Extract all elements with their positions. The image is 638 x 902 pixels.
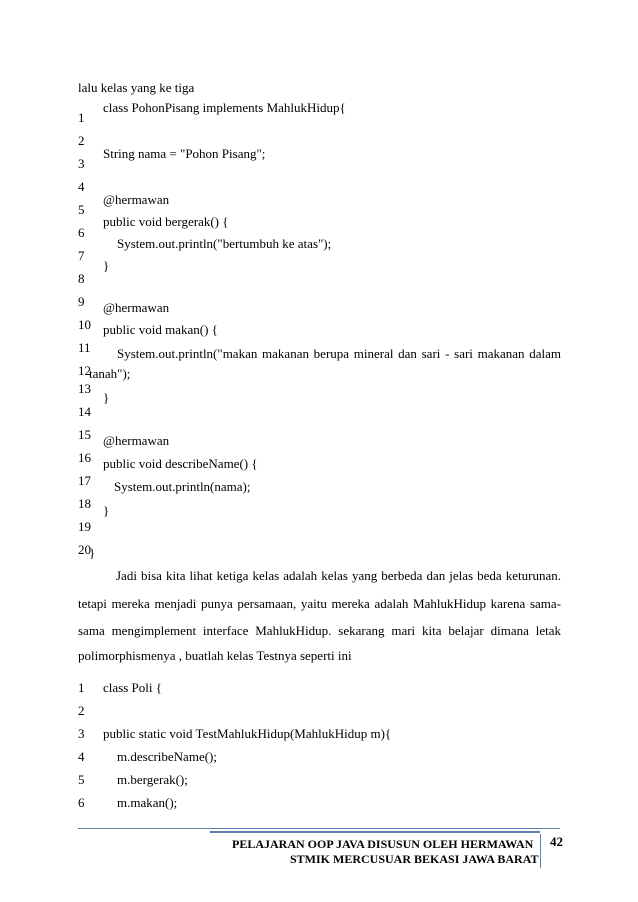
line-number: 3: [78, 156, 85, 171]
line-number: 4: [78, 749, 85, 764]
code-line: public void bergerak() {: [103, 214, 229, 229]
line-number: 3: [78, 726, 85, 741]
code-line: tanah");: [89, 366, 131, 381]
code-line: m.describeName();: [117, 749, 217, 764]
code-line: System.out.println("makan makanan berupa mineral dan sari - sari makanan dalam: [117, 346, 561, 361]
line-number: 5: [78, 772, 85, 787]
line-number: 17: [78, 473, 91, 488]
line-number: 2: [78, 133, 85, 148]
line-number: 12: [78, 363, 91, 378]
line-number: 19: [78, 519, 91, 534]
paragraph-line: sama mengimplement interface MahlukHidup. sekarang mari kita belajar dimana letak: [78, 623, 561, 638]
line-number: 11: [78, 340, 91, 355]
line-number: 14: [78, 404, 91, 419]
line-number: 8: [78, 271, 85, 286]
page-number: 42: [540, 834, 563, 868]
line-number: 1: [78, 680, 85, 695]
line-number: 18: [78, 496, 91, 511]
line-number: 2: [78, 703, 85, 718]
code-line: @hermawan: [103, 300, 170, 315]
code-line: public void describeName() {: [103, 456, 258, 471]
line-number: 4: [78, 179, 85, 194]
code-line: public void makan() {: [103, 322, 218, 337]
paragraph-line: tetapi mereka menjadi punya persamaan, yaitu mereka adalah MahlukHidup karena sama-: [78, 596, 561, 611]
paragraph-line: polimorphismenya , buatlah kelas Testnya seperti ini: [78, 648, 352, 663]
paragraph-line: Jadi bisa kita lihat ketiga kelas adalah kelas yang berbeda dan jelas beda keturunan.: [116, 568, 561, 583]
code-line: }: [89, 545, 96, 560]
code-line: System.out.println(nama);: [114, 479, 251, 494]
code-line: public static void TestMahlukHidup(MahlukHidup m){: [103, 726, 392, 741]
footer-line-2: STMIK MERCUSUAR BEKASI JAWA BARAT: [290, 852, 539, 866]
code-line: m.makan();: [117, 795, 178, 810]
code-line: m.bergerak();: [117, 772, 188, 787]
code-line: @hermawan: [103, 192, 170, 207]
intro-text: lalu kelas yang ke tiga: [78, 80, 195, 95]
line-number: 20: [78, 542, 91, 557]
footer-rule: [78, 828, 560, 829]
line-number: 7: [78, 248, 85, 263]
code-line: System.out.println("bertumbuh ke atas");: [117, 236, 332, 251]
code-line: }: [103, 503, 110, 518]
code-line: class PohonPisang implements MahlukHidup{: [103, 100, 346, 115]
code-line: }: [103, 390, 110, 405]
line-number: 10: [78, 317, 91, 332]
code-line: class Poli {: [103, 680, 162, 695]
footer-line-1: PELAJARAN OOP JAVA DISUSUN OLEH HERMAWAN: [232, 837, 534, 851]
line-number: 16: [78, 450, 91, 465]
code-line: String nama = "Pohon Pisang";: [103, 146, 266, 161]
code-line: }: [103, 258, 110, 273]
line-number: 1: [78, 110, 85, 125]
line-number: 15: [78, 427, 91, 442]
footer-rule-thick: [210, 831, 540, 833]
line-number: 6: [78, 795, 85, 810]
line-number: 5: [78, 202, 85, 217]
code-line: @hermawan: [103, 433, 170, 448]
line-number: 13: [78, 381, 91, 396]
line-number: 6: [78, 225, 85, 240]
line-number: 9: [78, 294, 85, 309]
